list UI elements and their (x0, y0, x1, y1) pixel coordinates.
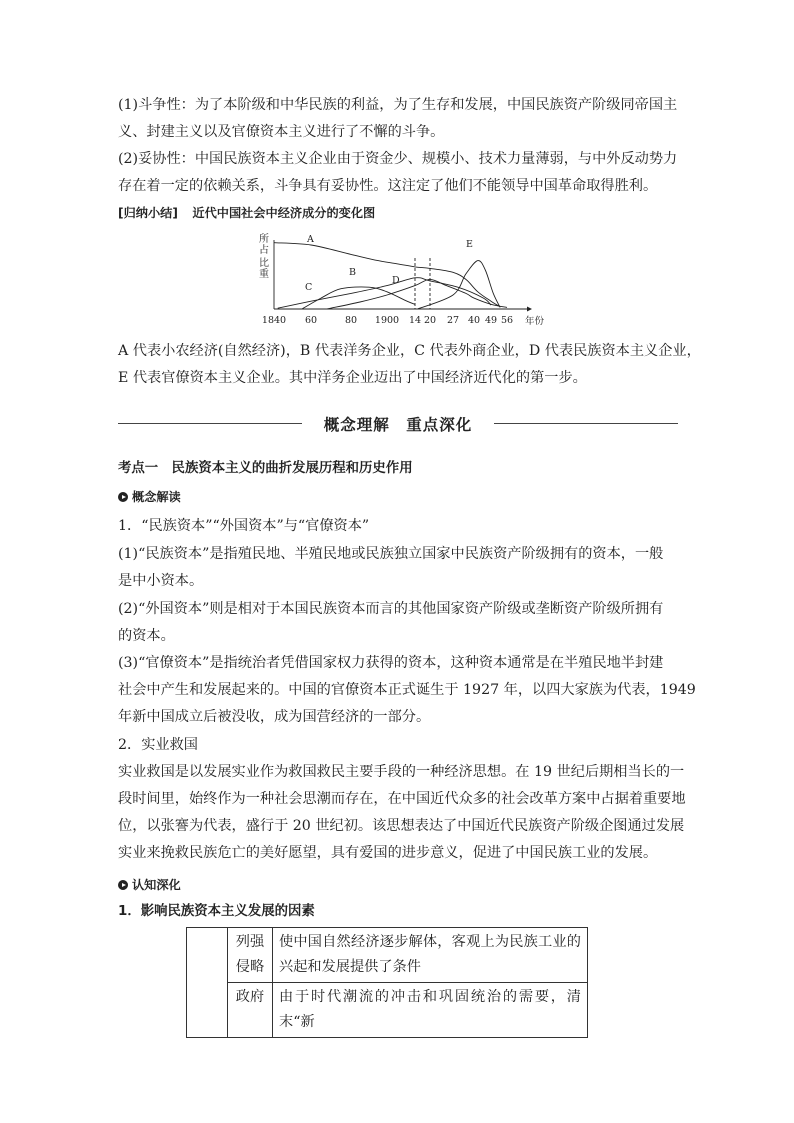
series-label-a: A (307, 234, 314, 245)
label-invasion-a: 列强 (235, 934, 265, 950)
chart-caption-line1: A 代表小农经济(自然经济)，B 代表洋务企业，C 代表外商企业，D 代表民族资本主义企业， (118, 343, 701, 359)
table-row (187, 928, 588, 983)
item1-p2-line1: (2)“外国资本”则是相对于本国民族资本而言的其他国家资产阶级或垄断资产阶级所拥有 (118, 601, 664, 617)
chart-caption-line2: E 代表官僚资本主义企业。其中洋务企业迈出了中国经济近代化的第一步。 (118, 370, 587, 386)
series-label-c: C (305, 282, 313, 293)
series-label-b: B (349, 267, 356, 278)
section-banner (118, 411, 678, 435)
x-axis-arrow (527, 307, 532, 312)
x-tick-label: 1840 (261, 315, 287, 326)
x-tick-label: 14 (408, 315, 422, 326)
summary-tag: [归纳小结] (118, 206, 178, 220)
cognition-tag (118, 876, 678, 894)
table-cell-empty (187, 928, 228, 1038)
chart-xlabel: 年份 (525, 316, 545, 327)
table-cell-label (228, 928, 273, 983)
play-circle-icon (118, 880, 128, 890)
item2-line4: 实业来挽救民族危亡的美好愿望，具有爱国的进步意义，促进了中国民族工业的发展。 (118, 845, 658, 861)
x-tick-label: 20 (423, 315, 437, 326)
para-struggle-line2: 义、封建主义以及官僚资本主义进行了不懈的斗争。 (118, 124, 445, 140)
item1-p3-line1: (3)“官僚资本”是指统治者凭借国家权力获得的资本，这种资本通常是在半殖民地半封建 (118, 655, 664, 671)
series-line-b (302, 287, 415, 309)
series-line-a (274, 243, 500, 307)
chart-ylabel: 所占比重 (259, 234, 269, 280)
factors-table (186, 927, 588, 1038)
x-tick-label: 27 (446, 315, 460, 326)
point1-title: 考点一 民族资本主义的曲折发展历程和历史作用 (118, 461, 413, 476)
x-tick-label: 40 (467, 315, 481, 326)
economy-chart (255, 228, 545, 328)
item2-line1: 实业救国是以发展实业作为救国救民主要手段的一种经济思想。在 19 世纪后期相当长的一 (118, 764, 685, 780)
concept-tag-label: 概念解读 (132, 490, 181, 504)
x-tick-label: 60 (304, 315, 318, 326)
item1-p3-line2: 社会中产生和发展起来的。中国的官僚资本正式诞生于 1927 年，以四大家族为代表，1949 (118, 682, 696, 698)
cognition-tag-label: 认知深化 (132, 878, 181, 892)
series-label-d: D (392, 275, 400, 286)
item1-p3-line3: 年新中国成立后被没收，成为国营经济的一部分。 (118, 709, 431, 725)
table-cell-label: 政府 (228, 983, 273, 1038)
para-compromise-line2: 存在着一定的依赖关系，斗争具有妥协性。这注定了他们不能领导中国革命取得胜利。 (118, 178, 658, 194)
series-line-d (327, 279, 507, 309)
concept-tag (118, 488, 678, 506)
item1-title: 1．“民族资本”“外国资本”与“官僚资本” (118, 518, 370, 534)
x-tick-label: 1900 (374, 315, 400, 326)
item2-line2: 段时间里，始终作为一种社会思潮而存在，在中国近代众多的社会改革方案中占据着重要地 (118, 791, 686, 807)
banner-rule-right (494, 423, 678, 424)
factors-title: 1．影响民族资本主义发展的因素 (118, 904, 315, 919)
item1-p1-line1: (1)“民族资本”是指殖民地、半殖民地或民族独立国家中民族资产阶级拥有的资本，一般 (118, 546, 664, 562)
para-struggle-line1: (1)斗争性：为了本阶级和中华民族的利益，为了生存和发展，中国民族资产阶级同帝国主 (118, 97, 678, 113)
table-row (187, 983, 588, 1038)
x-tick-label: 56 (500, 315, 514, 326)
summary-heading (118, 204, 678, 222)
para-compromise-line1: (2)妥协性：中国民族资本主义企业由于资金少、规模小、技术力量薄弱，与中外反动势力 (118, 151, 678, 167)
item2-line3: 位，以张謇为代表，盛行于 20 世纪初。该思想表达了中国近代民族资产阶级企图通过发展 (118, 818, 685, 834)
item2-title: 2．实业救国 (118, 737, 198, 753)
x-tick-label: 80 (344, 315, 358, 326)
table-cell-text: 由于时代潮流的冲击和巩固统治的需要，清末“新 (273, 983, 588, 1038)
banner-title: 概念理解 重点深化 (323, 416, 473, 434)
x-tick-label: 49 (484, 315, 498, 326)
label-invasion-b: 侵略 (235, 959, 265, 975)
play-circle-icon (118, 492, 128, 502)
summary-title: 近代中国社会中经济成分的变化图 (192, 206, 376, 220)
item1-p1-line2: 是中小资本。 (118, 573, 204, 589)
item1-p2-line2: 的资本。 (118, 628, 175, 644)
series-label-e: E (466, 239, 473, 250)
table-cell-text: 使中国自然经济逐步解体，客观上为民族工业的兴起和发展提供了条件 (273, 928, 588, 983)
